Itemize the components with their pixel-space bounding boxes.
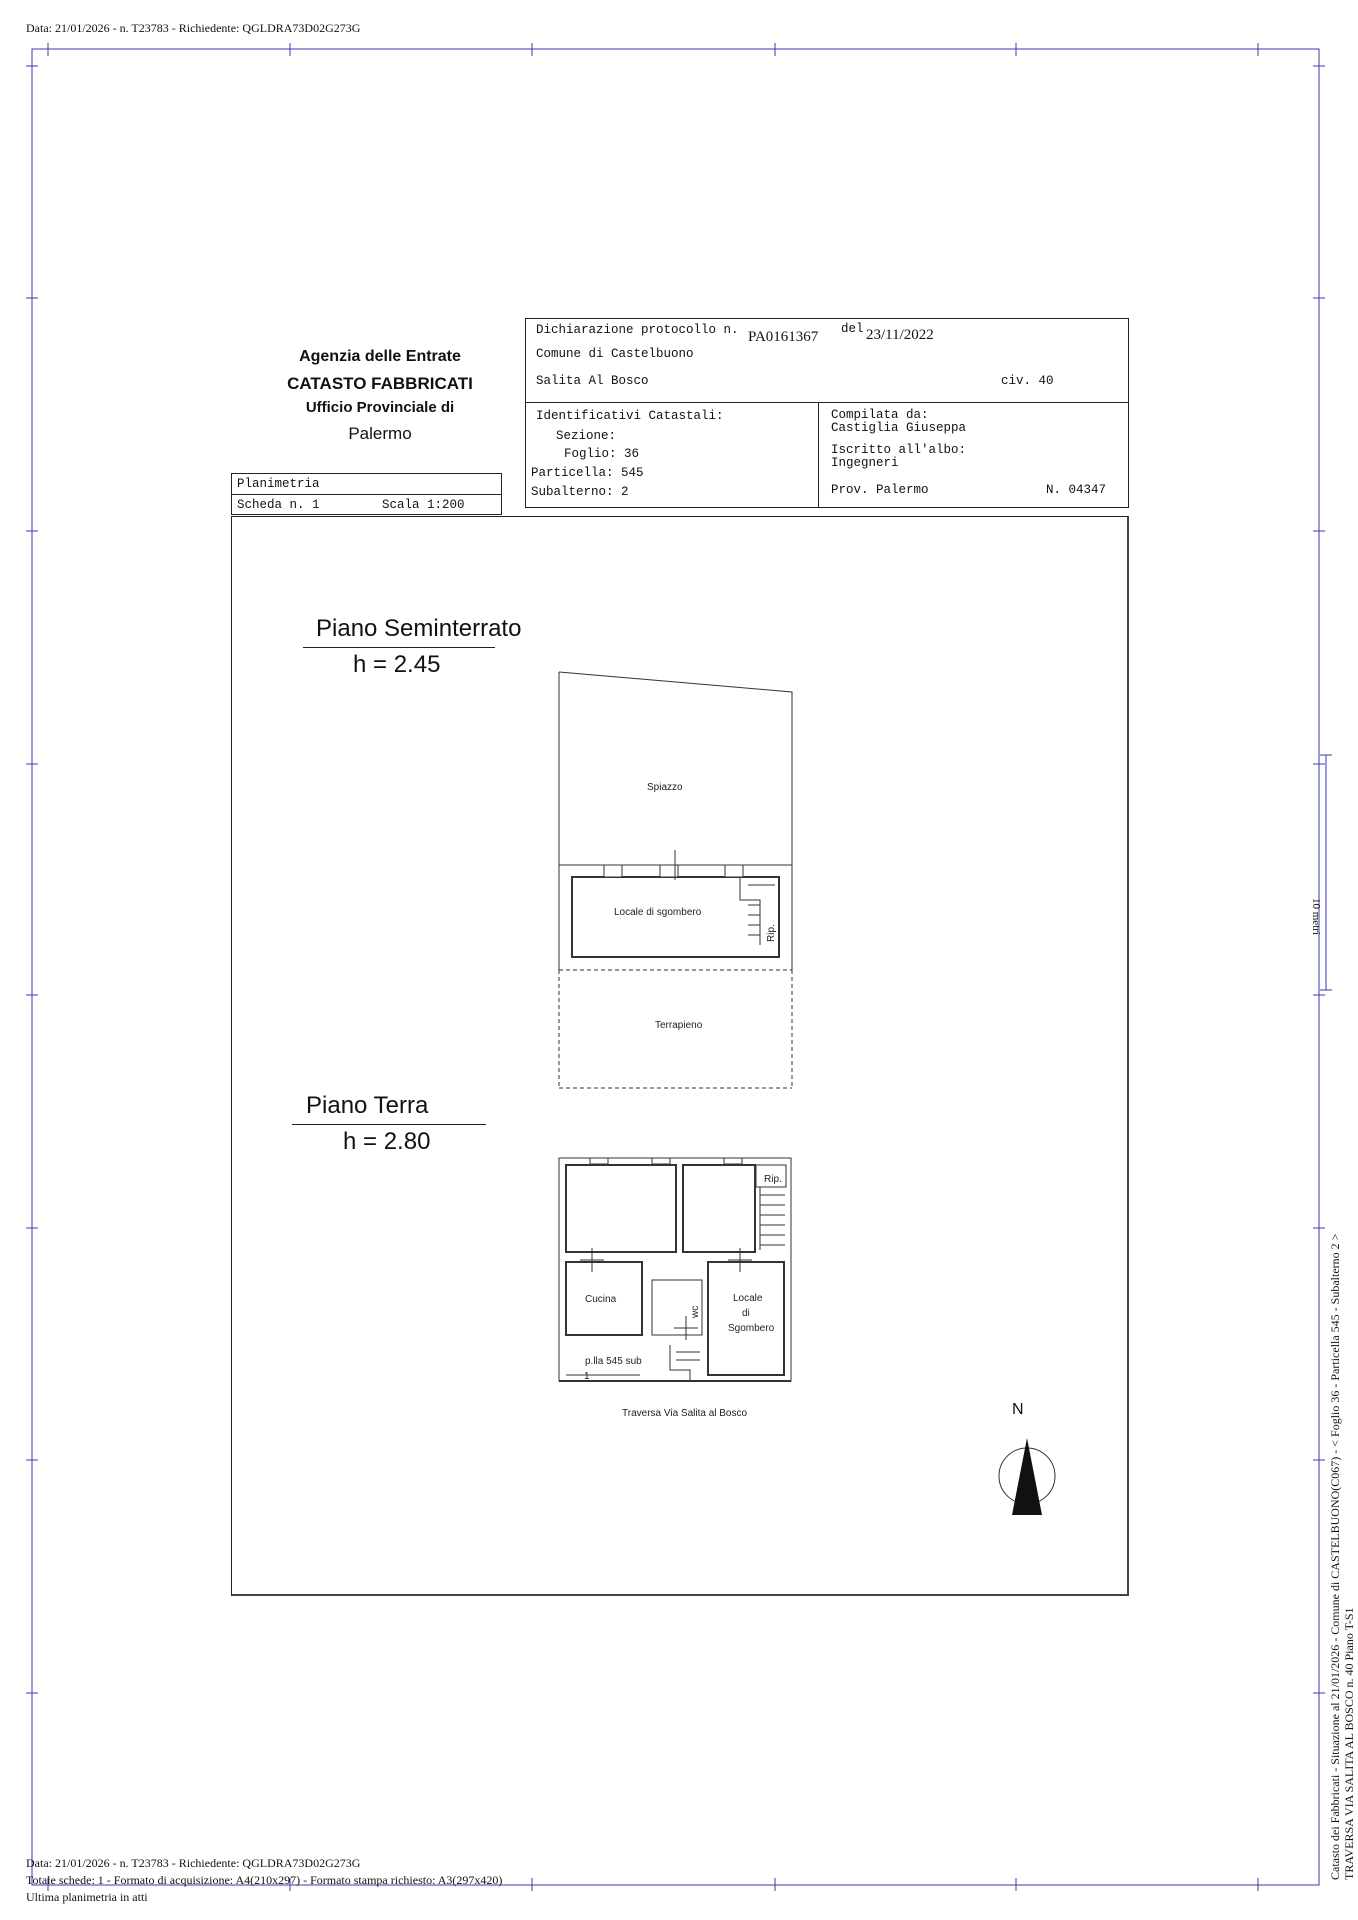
particella: Particella: 545 (531, 466, 644, 480)
agency-office: Ufficio Provinciale di (305, 399, 455, 416)
side-caption-line1: Catasto dei Fabbricati - Situazione al 21/01/2026 - Comune di CASTELBUONO(C067) - < Foglio 36 - Particella 545 - Subalterno 2 > (1328, 1233, 1342, 1880)
floor-seminterrato-title: Piano Seminterrato (316, 615, 522, 642)
street-label: Traversa Via Salita al Bosco (622, 1408, 748, 1419)
footer-line3: Ultima planimetria in atti (26, 1890, 148, 1904)
room-cucina: Cucina (585, 1294, 617, 1305)
agency-name: Agenzia delle Entrate (299, 348, 461, 365)
del-label: del (841, 322, 864, 336)
agency-catasto: CATASTO FABBRICATI (287, 374, 473, 393)
terra-room-2 (683, 1165, 755, 1252)
protocol-number: PA0161367 (748, 329, 819, 345)
room-locale-2-line3: Sgombero (728, 1323, 775, 1334)
compiler-name: Castiglia Giuseppa (831, 421, 967, 435)
plla-label: p.lla 545 sub (585, 1356, 642, 1367)
planimetria-title: Planimetria (237, 477, 320, 491)
footer-line1: Data: 21/01/2026 - n. T23783 - Richiedente: QGLDRA73D02G273G (26, 1856, 361, 1870)
compiler-label: Compilata da: (831, 408, 929, 422)
footer-line2: Totale schede: 1 - Formato di acquisizione: A4(210x297) - Formato stampa richiesto: A3(297x420) (26, 1873, 503, 1887)
room-spiazzo: Spiazzo (647, 782, 683, 793)
address: Salita Al Bosco (536, 374, 649, 388)
declaration-label: Dichiarazione protocollo n. (536, 323, 739, 337)
agency-city: Palermo (348, 424, 412, 443)
comune: Comune di Castelbuono (536, 347, 694, 361)
plla-number: 1 (584, 1371, 590, 1382)
room-rip-2: Rip. (764, 1174, 782, 1185)
plan-terra (559, 1158, 791, 1381)
declaration-date: 23/11/2022 (866, 327, 934, 343)
civic-number: civ. 40 (1001, 374, 1054, 388)
room-locale-2-line2: di (742, 1308, 750, 1319)
floor-terra-title: Piano Terra (306, 1092, 429, 1119)
room-locale-2-line1: Locale (733, 1293, 763, 1304)
scale-bar-label: 10 metri (1310, 898, 1322, 935)
floor-terra-height: h = 2.80 (343, 1128, 431, 1155)
room-rip-1: Rip. (766, 924, 777, 942)
albo-value: Ingegneri (831, 456, 899, 470)
terra-room-1 (566, 1165, 676, 1252)
foglio: Foglio: 36 (564, 447, 640, 461)
identifiers-title: Identificativi Catastali: (536, 409, 724, 423)
floor-seminterrato-height: h = 2.45 (353, 651, 441, 678)
albo-number: N. 04347 (1046, 483, 1107, 497)
room-locale-sgombero: Locale di sgombero (614, 907, 702, 918)
room-terrapieno: Terrapieno (655, 1020, 703, 1031)
room-wc: wc (690, 1305, 701, 1318)
sezione: Sezione: (556, 429, 617, 443)
scheda-number: Scheda n. 1 (237, 498, 320, 512)
north-label: N (1012, 1401, 1024, 1418)
side-caption-line2: TRAVERSA VIA SALITA AL BOSCO n. 40 Piano T-S1 (1342, 1607, 1356, 1880)
albo-label: Iscritto all'albo: (831, 443, 967, 457)
scale-label: Scala 1:200 (382, 498, 465, 512)
prov: Prov. Palermo (831, 483, 929, 497)
subalterno: Subalterno: 2 (531, 485, 629, 499)
north-arrow-icon (999, 1438, 1055, 1515)
top-header: Data: 21/01/2026 - n. T23783 - Richiedente: QGLDRA73D02G273G (26, 21, 361, 35)
